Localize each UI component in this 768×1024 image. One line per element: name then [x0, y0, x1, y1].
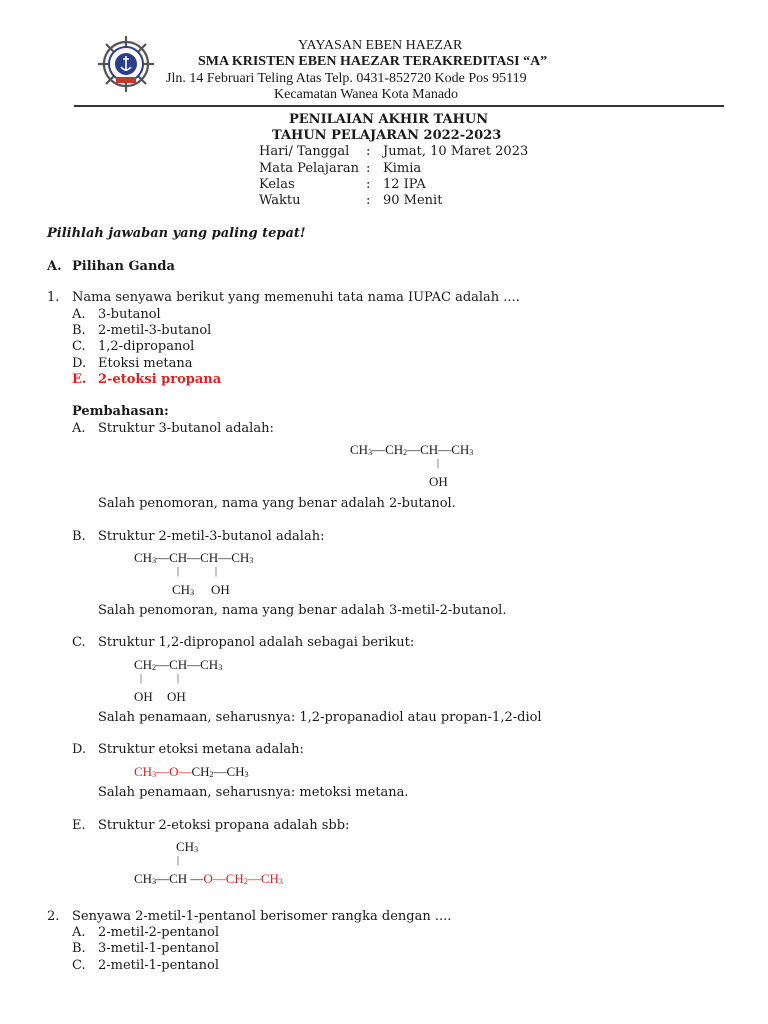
- option-letter: D.: [72, 356, 87, 371]
- discussion-text: Struktur etoksi metana adalah:: [98, 742, 304, 757]
- school-name: SMA KRISTEN EBEN HAEZAR TERAKREDITASI “A”: [198, 54, 548, 69]
- option-text: 3-butanol: [98, 307, 161, 322]
- formula-oh: OH: [167, 689, 186, 704]
- option-letter: B.: [72, 941, 86, 956]
- formula-2-etoksi-propana: $CH_3—CH$ $—O—CH_2—CH_3$: [134, 871, 283, 886]
- formula-1-2-dipropanol: $CH_2—CH—CH_3$: [134, 657, 223, 672]
- bond-line: |: [215, 566, 218, 577]
- discussion-letter: D.: [72, 742, 87, 757]
- discussion-note: Salah penomoran, nama yang benar adalah 2-butanol.: [98, 496, 456, 511]
- formula-3-butanol: $CH_3—CH_2—CH—CH_3$: [350, 442, 474, 457]
- foundation-name: YAYASAN EBEN HAEZAR: [298, 38, 463, 53]
- option-text: 3-metil-1-pentanol: [98, 941, 219, 956]
- question-text: Nama senyawa berikut yang memenuhi tata nama IUPAC adalah ....: [72, 290, 520, 305]
- bond-line: |: [177, 673, 180, 684]
- section-letter: A.: [47, 259, 62, 274]
- info-sep: :: [366, 161, 371, 176]
- info-label-date: Hari/ Tanggal: [259, 144, 350, 159]
- info-sep: :: [366, 144, 371, 159]
- option-text: 2-metil-3-butanol: [98, 323, 212, 338]
- formula-oh: OH: [429, 474, 448, 489]
- exam-title: PENILAIAN AKHIR TAHUN: [289, 112, 489, 127]
- option-letter: B.: [72, 323, 86, 338]
- bond-line: |: [177, 855, 180, 866]
- question-number: 1.: [47, 290, 60, 305]
- discussion-text: Struktur 3-butanol adalah:: [98, 421, 274, 436]
- school-address: Jln. 14 Februari Teling Atas Telp. 0431-852720 Kode Pos 95119: [166, 71, 527, 86]
- info-sep: :: [366, 177, 371, 192]
- discussion-letter: C.: [72, 635, 86, 650]
- option-text: 2-metil-1-pentanol: [98, 958, 219, 973]
- school-district: Kecamatan Wanea Kota Manado: [274, 87, 459, 102]
- instruction: Pilihlah jawaban yang paling tepat!: [47, 226, 306, 241]
- info-value-time: 90 Menit: [383, 193, 443, 208]
- correct-option-text: 2-etoksi propana: [98, 372, 222, 387]
- formula-2-metil-3-butanol: $CH_3—CH—CH—CH_3$: [134, 550, 254, 565]
- option-letter: A.: [72, 307, 86, 322]
- header-divider: [74, 105, 724, 107]
- discussion-letter: A.: [72, 421, 86, 436]
- option-letter: C.: [72, 339, 86, 354]
- discussion-text: Struktur 2-metil-3-butanol adalah:: [98, 529, 325, 544]
- discussion-note: Salah penamaan, seharusnya: metoksi metana.: [98, 785, 409, 800]
- info-label-subject: Mata Pelajaran: [259, 161, 360, 176]
- correct-option-letter: E.: [72, 372, 87, 387]
- exam-year: TAHUN PELAJARAN 2022-2023: [272, 128, 502, 143]
- formula-ch3: $CH_3$: [176, 839, 199, 854]
- school-logo: [88, 34, 164, 94]
- info-label-class: Kelas: [259, 177, 295, 192]
- info-value-class: 12 IPA: [383, 177, 426, 192]
- info-label-time: Waktu: [259, 193, 301, 208]
- discussion-note: Salah penamaan, seharusnya: 1,2-propanadiol atau propan-1,2-diol: [98, 710, 542, 725]
- question-text: Senyawa 2-metil-1-pentanol berisomer rangka dengan ....: [72, 909, 452, 924]
- option-text: Etoksi metana: [98, 356, 193, 371]
- option-letter: C.: [72, 958, 86, 973]
- discussion-text: Struktur 2-etoksi propana adalah sbb:: [98, 818, 350, 833]
- bond-line: |: [140, 673, 143, 684]
- info-sep: :: [366, 193, 371, 208]
- formula-ch3: $CH_3$: [172, 582, 195, 597]
- discussion-note: Salah penomoran, nama yang benar adalah 3-metil-2-butanol.: [98, 603, 507, 618]
- section-title: Pilihan Ganda: [72, 259, 175, 274]
- discussion-letter: E.: [72, 818, 86, 833]
- bond-line: |: [437, 458, 440, 469]
- info-value-date: Jumat, 10 Maret 2023: [383, 144, 529, 159]
- info-value-subject: Kimia: [383, 161, 422, 176]
- discussion-letter: B.: [72, 529, 86, 544]
- option-letter: A.: [72, 925, 86, 940]
- discussion-text: Struktur 1,2-dipropanol adalah sebagai berikut:: [98, 635, 415, 650]
- formula-etoksi-metana: $CH_3—O—CH_2—CH_3$: [134, 764, 249, 779]
- option-text: 1,2-dipropanol: [98, 339, 195, 354]
- discussion-title: Pembahasan:: [72, 404, 169, 419]
- question-number: 2.: [47, 909, 60, 924]
- formula-oh: OH: [134, 689, 153, 704]
- option-text: 2-metil-2-pentanol: [98, 925, 219, 940]
- bond-line: |: [177, 566, 180, 577]
- formula-oh: OH: [211, 582, 230, 597]
